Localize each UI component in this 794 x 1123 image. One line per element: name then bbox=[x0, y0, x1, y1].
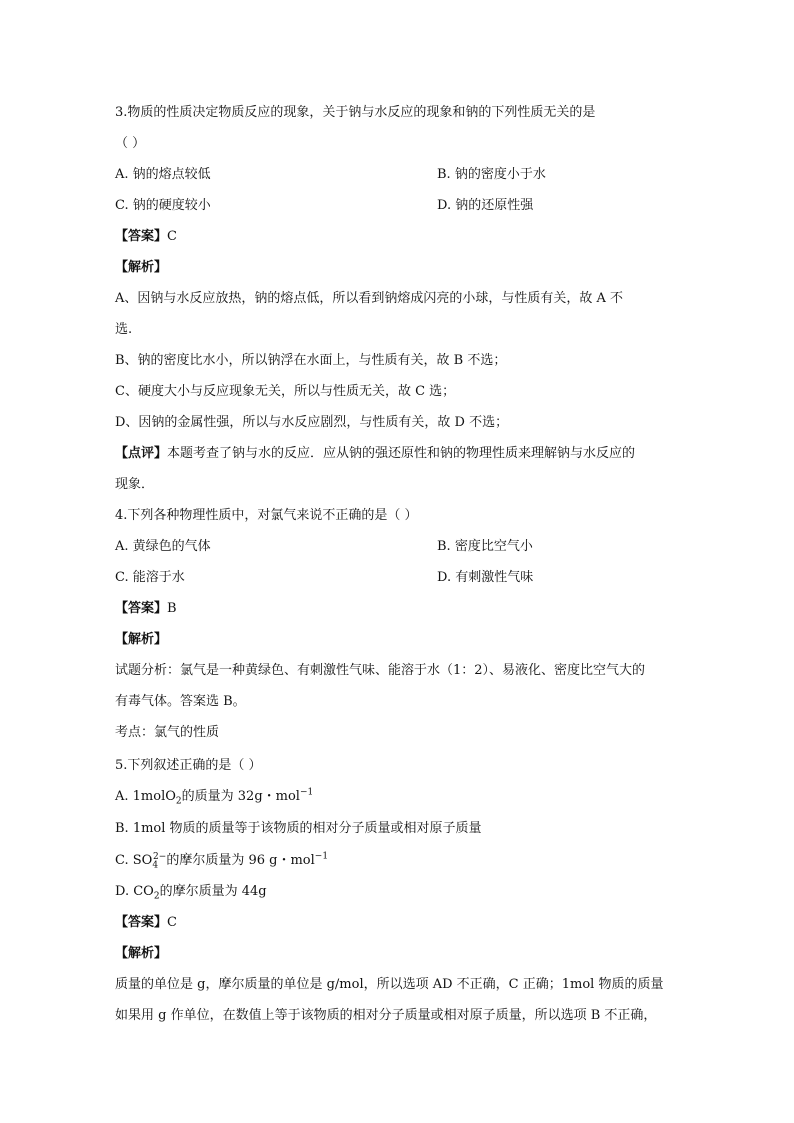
q3-analysis-line: C、硬度大小与反应现象无关，所以与性质无关，故 C 选； bbox=[115, 384, 456, 399]
comment-label: 【点评】 bbox=[115, 446, 168, 461]
answer-value: C bbox=[167, 915, 177, 930]
answer-label: 【答案】 bbox=[115, 601, 168, 616]
q3-analysis-line: B、钠的密度比水小，所以钠浮在水面上，与性质有关，故 B 不选； bbox=[115, 353, 507, 368]
q5-stem: 5.下列叙述正确的是（ ） bbox=[115, 758, 262, 773]
option-text: 的摩尔质量为 96 g・mol bbox=[166, 853, 315, 868]
answer-value: C bbox=[167, 229, 177, 244]
q4-analysis-line: 有毒气体。答案选 B。 bbox=[115, 694, 246, 709]
q4-stem: 4.下列各种物理性质中，对氯气来说不正确的是（ ） bbox=[115, 508, 418, 523]
subscript: 2 bbox=[153, 891, 160, 902]
q5-option-d bbox=[115, 883, 267, 901]
q3-stem: 3.物质的性质决定物质反应的现象，关于钠与水反应的现象和钠的下列性质无关的是 bbox=[115, 105, 596, 120]
option-text: 的摩尔质量为 44g bbox=[159, 884, 267, 899]
q5-answer bbox=[115, 914, 177, 932]
q4-analysis-line: 考点：氯气的性质 bbox=[115, 725, 220, 740]
q3-option-a: A. 钠的熔点较低 bbox=[115, 167, 211, 182]
q3-option-c: C. 钠的硬度较小 bbox=[115, 198, 211, 213]
option-text: 的质量为 32g・mol bbox=[181, 789, 300, 804]
q5-analysis-line: 质量的单位是 g，摩尔质量的单位是 g/mol，所以选项 AD 不正确，C 正确；1mol 物质的质量 bbox=[115, 977, 664, 992]
q3-answer bbox=[115, 228, 177, 246]
q5-option-c bbox=[115, 852, 328, 870]
answer-label: 【答案】 bbox=[115, 915, 168, 930]
option-text: A. 1molO bbox=[115, 789, 176, 804]
q4-option-d: D. 有刺激性气味 bbox=[437, 570, 534, 585]
q3-analysis-line: 选. bbox=[115, 322, 133, 337]
q4-analysis-label: 【解析】 bbox=[115, 632, 168, 647]
q4-analysis-line: 试题分析：氯气是一种黄绿色、有刺激性气味、能溶于水（1：2）、易液化、密度比空气大的 bbox=[115, 663, 646, 678]
q3-paren: （ ） bbox=[115, 136, 146, 151]
answer-value: B bbox=[167, 601, 177, 616]
q5-option-b: B. 1mol 物质的质量等于该物质的相对分子质量或相对原子质量 bbox=[115, 821, 482, 836]
q3-analysis-line: D、因钠的金属性强，所以与水反应剧烈，与性质有关，故 D 不选； bbox=[115, 415, 509, 430]
superscript: 2− bbox=[153, 851, 167, 862]
q5-analysis-line: 如果用 g 作单位，在数值上等于该物质的相对分子质量或相对原子质量，所以选项 B 不正确， bbox=[115, 1008, 657, 1023]
q5-analysis-label: 【解析】 bbox=[115, 946, 168, 961]
option-text: D. CO bbox=[115, 884, 154, 899]
q4-option-b: B. 密度比空气小 bbox=[437, 539, 533, 554]
subscript: 4 bbox=[152, 860, 159, 871]
q3-option-d: D. 钠的还原性强 bbox=[437, 198, 534, 213]
answer-label: 【答案】 bbox=[115, 229, 168, 244]
q4-answer bbox=[115, 600, 177, 618]
q5-option-a bbox=[115, 788, 313, 806]
subscript: 2 bbox=[175, 796, 182, 807]
superscript: −1 bbox=[314, 851, 329, 862]
comment-text: 本题考查了钠与水的反应．应从钠的强还原性和钠的物理性质来理解钠与水反应的 bbox=[167, 446, 636, 461]
q3-analysis-line: A、因钠与水反应放热，钠的熔点低，所以看到钠熔成闪亮的小球，与性质有关，故 A 不 bbox=[115, 291, 624, 306]
q4-option-c: C. 能溶于水 bbox=[115, 570, 185, 585]
q3-analysis-label: 【解析】 bbox=[115, 260, 168, 275]
q3-comment-line: 现象． bbox=[115, 477, 155, 492]
q4-option-a: A. 黄绿色的气体 bbox=[115, 539, 211, 554]
option-text: C. SO bbox=[115, 853, 153, 868]
superscript: −1 bbox=[299, 787, 314, 798]
q3-comment bbox=[115, 445, 635, 463]
q3-option-b: B. 钠的密度小于水 bbox=[437, 167, 546, 182]
